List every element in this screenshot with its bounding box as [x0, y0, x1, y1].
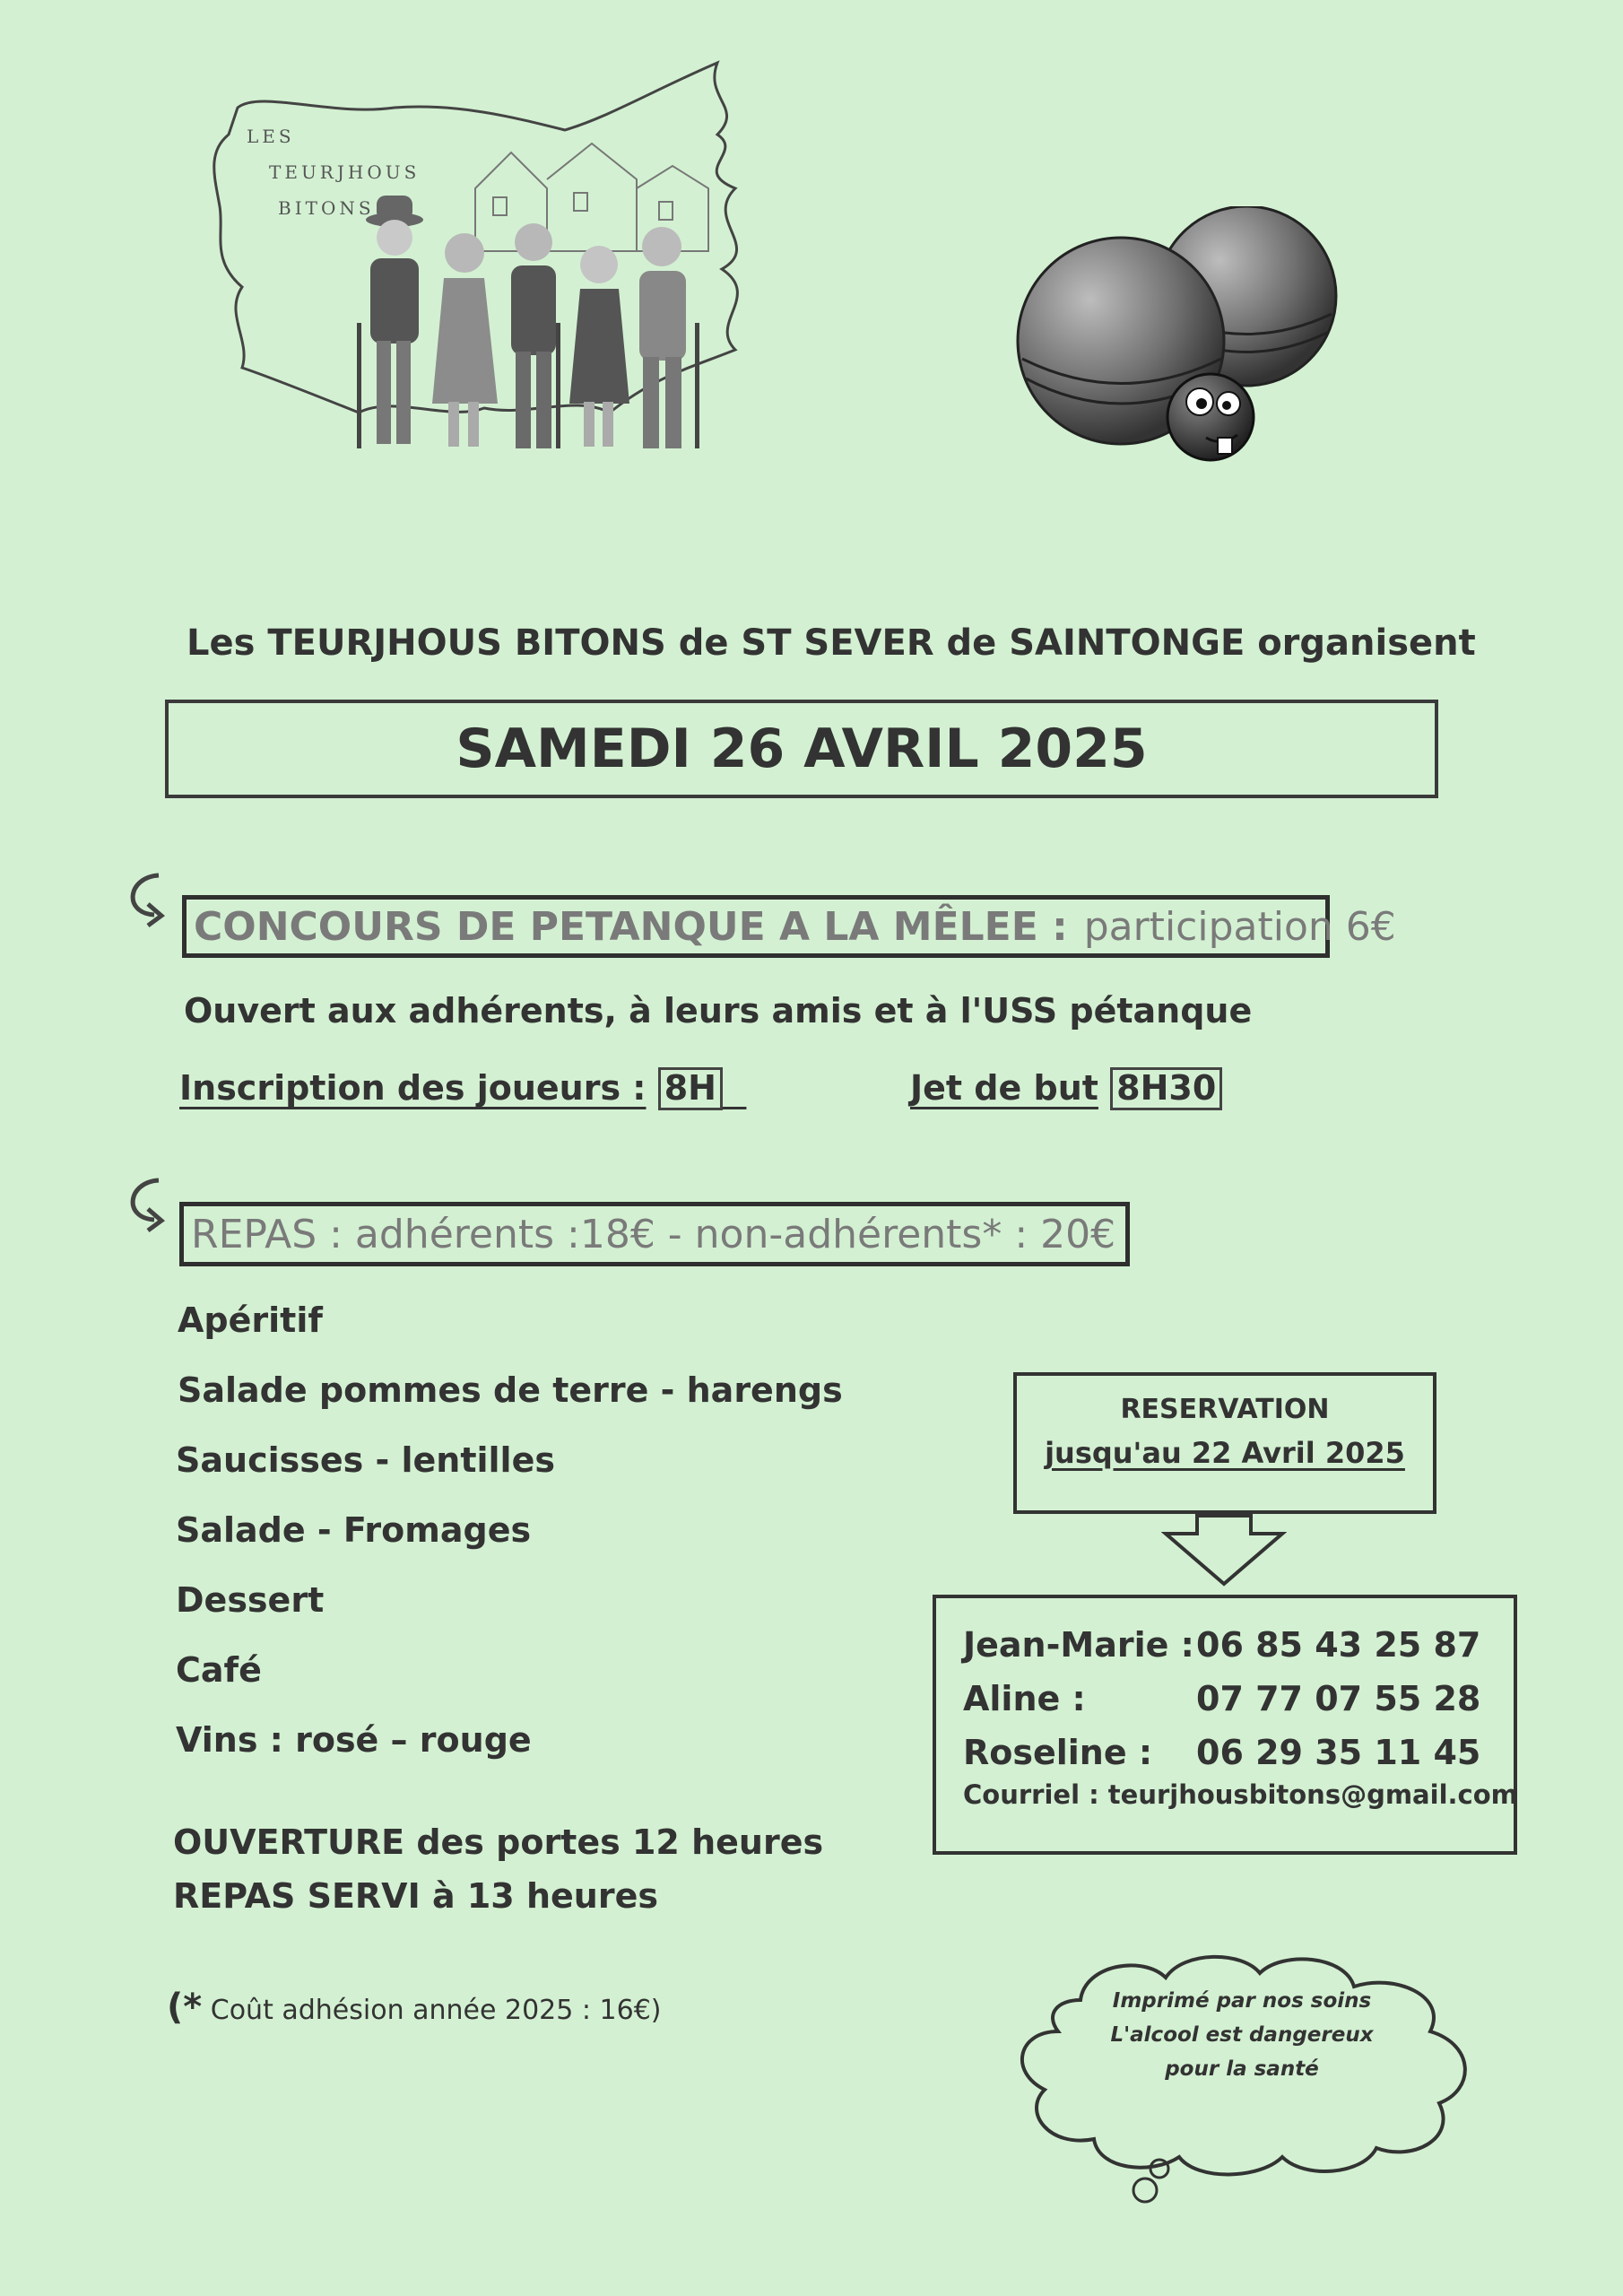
down-arrow-icon	[1161, 1514, 1287, 1587]
club-logo	[188, 54, 816, 502]
cloud-line: Imprimé par nos soins	[1112, 1989, 1372, 2013]
jet-de-but-line	[910, 1067, 1222, 1110]
contact-row	[963, 1625, 1481, 1665]
organizer-intro: Les TEURJHOUS BITONS de ST SEVER de SAINTONGE organisent	[187, 622, 1476, 664]
ouverture-label: OUVERTURE	[173, 1822, 405, 1862]
inscription-time: 8H	[658, 1067, 723, 1110]
curved-arrow-icon	[118, 1173, 181, 1236]
contact-email: Courriel : teurjhousbitons@gmail.com	[963, 1779, 1518, 1810]
repas-servi-label: REPAS SERVI	[173, 1876, 421, 1916]
event-date: SAMEDI 26 AVRIL 2025	[456, 718, 1148, 780]
event-date-box	[165, 700, 1438, 798]
curved-arrow-icon	[118, 868, 181, 931]
ouverture-time: des portes 12 heures	[416, 1822, 824, 1862]
concours-participation: participation 6€	[1083, 903, 1396, 950]
footnote-text: Coût adhésion année 2025 : 16€)	[210, 1995, 662, 2026]
footnote-star: (*	[167, 1987, 203, 2028]
menu-item: Salade - Fromages	[176, 1510, 532, 1550]
logo-text-bitons: BITONS	[278, 197, 375, 219]
menu-item: Salade pommes de terre - harengs	[178, 1370, 843, 1410]
menu-item: Café	[176, 1650, 262, 1690]
contact-phone: 06 85 43 25 87	[1196, 1625, 1481, 1665]
repas-title: REPAS : adhérents :18€ - non-adhérents* : 20€	[191, 1211, 1116, 1257]
repas-title-box	[179, 1202, 1130, 1266]
repas-servi-time: à 13 heures	[431, 1876, 658, 1916]
contact-row	[963, 1679, 1481, 1718]
contact-name: Jean-Marie :	[963, 1625, 1194, 1665]
menu-item: Vins : rosé – rouge	[176, 1720, 532, 1760]
contact-name: Roseline :	[963, 1733, 1153, 1772]
menu-item: Apéritif	[178, 1300, 323, 1340]
repas-servi-line	[173, 1876, 658, 1916]
inscription-line	[179, 1067, 746, 1110]
contact-box	[933, 1595, 1517, 1855]
contact-name: Aline :	[963, 1679, 1086, 1718]
cloud-line: pour la santé	[1165, 2057, 1319, 2081]
ouverture-line	[173, 1822, 823, 1862]
petanque-balls-image	[959, 206, 1372, 475]
inscription-label: Inscription des joueurs :	[179, 1068, 647, 1108]
footnote	[167, 1987, 661, 2028]
jet-label: Jet de but	[910, 1068, 1098, 1108]
reservation-title: RESERVATION	[1120, 1394, 1330, 1425]
logo-text-teurjhous: TEURJHOUS	[269, 161, 421, 183]
reservation-deadline: jusqu'au 22 Avril 2025	[1045, 1436, 1405, 1470]
contact-phone: 06 29 35 11 45	[1196, 1733, 1481, 1772]
logo-drawing	[188, 54, 816, 502]
reservation-box	[1013, 1372, 1436, 1514]
jet-time: 8H30	[1110, 1067, 1222, 1110]
menu-item: Saucisses - lentilles	[176, 1440, 555, 1480]
concours-title: CONCOURS DE PETANQUE A LA MÊLEE :	[194, 903, 1068, 950]
concours-title-box	[182, 895, 1396, 958]
logo-text-les: LES	[247, 126, 295, 147]
contact-row	[963, 1733, 1481, 1772]
cloud-line: L'alcool est dangereux	[1110, 2023, 1374, 2047]
concours-open-to: Ouvert aux adhérents, à leurs amis et à l'USS pétanque	[184, 991, 1253, 1031]
menu-item: Dessert	[176, 1580, 325, 1620]
contact-phone: 07 77 07 55 28	[1196, 1679, 1481, 1718]
